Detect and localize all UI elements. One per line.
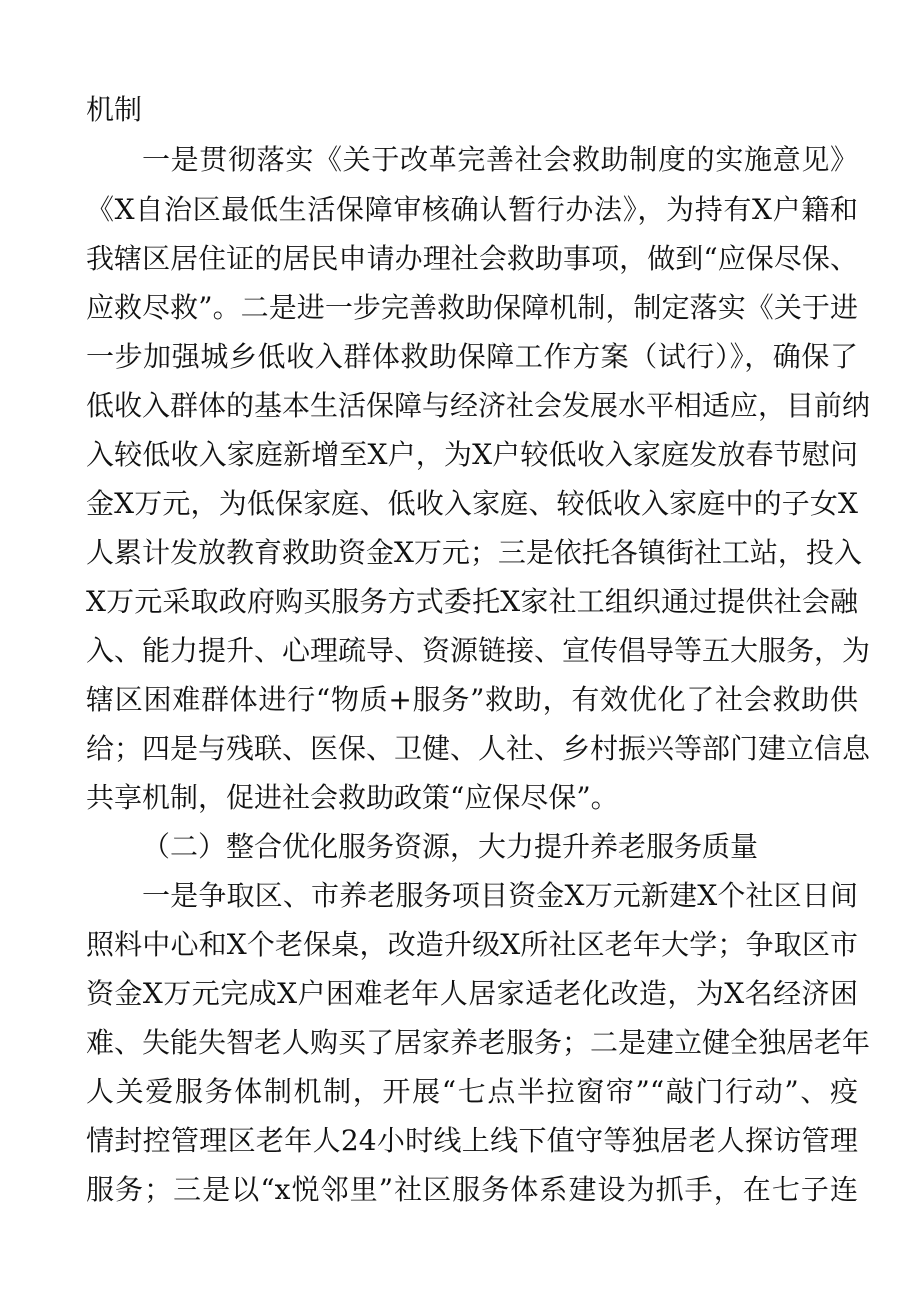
text-line-4: 我辖区居住证的居民申请办理社会救助事项，做到“应保尽保、	[86, 242, 858, 275]
text-line-11: X万元采取政府购买服务方式委托X家社工组织通过提供社会融	[86, 585, 858, 618]
text-line-10: 人累计发放教育救助资金X万元；三是依托各镇街社工站，投入	[86, 536, 862, 569]
text-line-14: 给；四是与残联、医保、卫健、人社、乡村振兴等部门建立信息	[86, 732, 871, 765]
text-line-5: 应救尽救”。二是进一步完善救助保障机制，制定落实《关于进	[86, 291, 858, 324]
text-line-8: 入较低收入家庭新增至X户，为X户较低收入家庭发放春节慰问	[86, 438, 858, 471]
text-line-15: 共享机制，促进社会救助政策“应保尽保”。	[86, 781, 619, 814]
text-line-2: 一是贯彻落实《关于改革完善社会救助制度的实施意见》	[142, 143, 858, 176]
text-line-22: 情封控管理区老年人24小时线上线下值守等独居老人探访管理	[86, 1124, 858, 1157]
text-line-21: 人关爱服务体制机制，开展“七点半拉窗帘”“敲门行动”、疫	[86, 1075, 858, 1108]
section-heading: （二）整合优化服务资源，大力提升养老服务质量	[142, 830, 759, 863]
text-line-9: 金X万元，为低保家庭、低收入家庭、较低收入家庭中的子女X	[86, 487, 858, 520]
text-line-20: 难、失能失智老人购买了居家养老服务；二是建立健全独居老年	[86, 1026, 871, 1059]
text-line-1: 机制	[86, 93, 143, 126]
text-line-18: 照料中心和X个老保桌，改造升级X所社区老年大学；争取区市	[86, 928, 858, 961]
text-line-23: 服务；三是以“x悦邻里”社区服务体系建设为抓手，在七子连	[86, 1173, 858, 1206]
text-line-19: 资金X万元完成X户困难老年人居家适老化改造，为X名经济困	[86, 977, 858, 1010]
text-line-17: 一是争取区、市养老服务项目资金X万元新建X个社区日间	[142, 879, 858, 912]
text-line-6: 一步加强城乡低收入群体救助保障工作方案（试行）》，确保了	[86, 340, 858, 373]
text-line-13: 辖区困难群体进行“物质+服务”救助，有效优化了社会救助供	[86, 683, 858, 716]
text-line-12: 入、能力提升、心理疏导、资源链接、宣传倡导等五大服务，为	[86, 634, 871, 667]
text-line-7: 低收入群体的基本生活保障与经济社会发展水平相适应，目前纳	[86, 389, 871, 422]
text-line-3: 《X自治区最低生活保障审核确认暂行办法》，为持有X户籍和	[86, 193, 858, 226]
